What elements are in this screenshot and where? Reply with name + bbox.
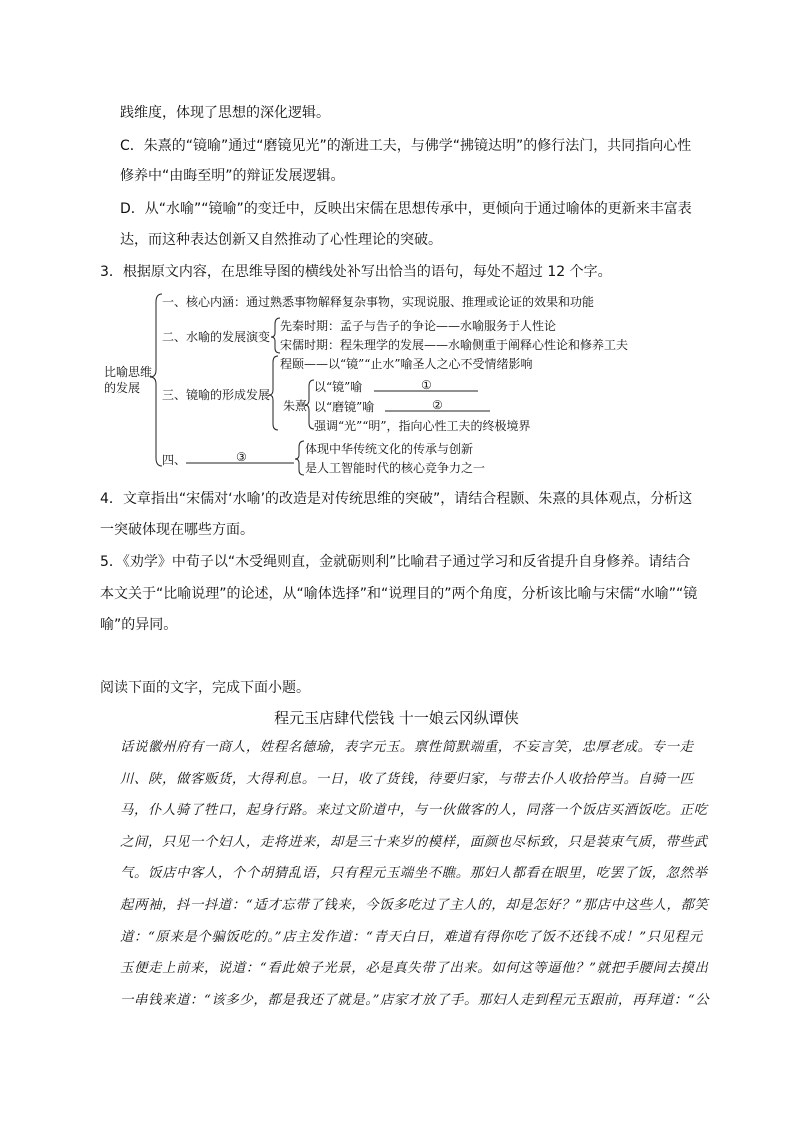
water-brace — [271, 318, 280, 353]
question-5-line3: 喻”的异同。 — [100, 617, 178, 633]
story-line: 之间，只见一个妇人，走将进来，却是三十来岁的模样，面颜也尽标致，只是装束气质，带些武 — [120, 835, 708, 850]
story-line: 玉便走上前来，说道：“看此娘子光景，必是真失带了出来。如何这等逼他？”就把手腰间去摸出 — [120, 961, 709, 976]
branch-2: 二、水喻的发展演变 — [162, 330, 271, 344]
branch-3: 三、镜喻的形成发展 — [162, 388, 271, 402]
zhu-item-2: 以“磨镜”喻 — [314, 400, 375, 414]
story-line: 话说徽州府有一商人，姓程名德瑜，表字元玉。禀性简默端重，不妄言笑，忠厚老成。专一走 — [120, 740, 694, 755]
branch-4-item-1: 体现中华传统文化的传承与创新 — [305, 442, 474, 456]
story-title: 程元玉店肆代偿钱 十一娘云冈纵谭侠 — [274, 709, 519, 727]
question-5-line2: 本文关于“比喻说理”的论述，从“喻体选择”和“说理目的”两个角度，分析该比喻与宋儒“水喻”“镜 — [100, 586, 698, 602]
story-line: 川、陕，做客贩货，大得利息。一日，收了货钱，待要归家，与带去仆人收拾停当。自骑一匹 — [120, 772, 694, 787]
story-line: 一串钱来道：“该多少，都是我还了就是。”店家才放了手。那妇人走到程元玉跟前，再拜道：“公 — [120, 993, 710, 1008]
option-d-line2: 达，而这种表达创新又自然推动了心性理论的突破。 — [120, 232, 442, 248]
branch-2-pre-qin: 先秦时期：孟子与告子的争论——水喻服务于人性论 — [280, 319, 557, 333]
zhu-item-1: 以“镜”喻 — [314, 380, 363, 394]
zhu-item-3: 强调“光”“明”，指向心性工夫的终极境界 — [314, 419, 531, 433]
question-3-stem: 3．根据原文内容，在思维导图的横线处补写出恰当的语句，每处不超过 12 个字。 — [100, 264, 612, 280]
question-4-line2: 一突破体现在哪些方面。 — [100, 522, 254, 538]
branch-3-zhu-xi: 朱熹 — [283, 399, 308, 413]
mind-map-root-line1: 比喻思维 — [104, 365, 153, 379]
mind-map-root-line2: 的发展 — [104, 381, 141, 395]
branch-4: 四、 — [162, 453, 187, 467]
mirror-brace — [269, 356, 278, 430]
branch-2-song: 宋儒时期：程朱理学的发展——水喻侧重于阐释心性论和修养工夫 — [280, 338, 629, 352]
blank-1-marker: ① — [421, 378, 432, 392]
option-d-line1: D．从“水喻”“镜喻”的变迁中，反映出宋儒在思想传承中，更倾向于通过喻体的更新来丰富表 — [120, 201, 692, 217]
story-line: 起两袖，抖一抖道：“适才忘带了钱来，今饭多吃过了主人的，却是怎好？”那店中这些人，都笑 — [120, 898, 709, 913]
blank-2-marker: ② — [432, 398, 443, 412]
option-c-line1: C．朱熹的“镜喻”通过“磨镜见光”的渐进工夫，与佛学“拂镜达明”的修行法门，共同指向心性 — [120, 138, 692, 154]
story-line: 道：“原来是个骗饭吃的。”店主发作道：“青天白日，难道有得你吃了饭不还钱不成！”只见程元 — [120, 930, 703, 945]
reading-instruction: 阅读下面的文字，完成下面小题。 — [100, 680, 310, 696]
option-c-line2: 修养中“由晦至明”的辩证发展逻辑。 — [120, 168, 345, 184]
option-b-tail: 践维度，体现了思想的深化逻辑。 — [120, 105, 330, 121]
question-4-line1: 4．文章指出“宋儒对‘水喻’的改造是对传统思维的突破”，请结合程颢、朱熹的具体观点，分析这 — [100, 491, 693, 507]
question-5-line1: 5．《劝学》中荀子以“木受绳则直，金就砺则利”比喻君子通过学习和反省提升自身修养。请结合 — [100, 554, 691, 570]
branch-4-item-2: 是人工智能时代的核心竞争力之一 — [305, 461, 486, 475]
story-line: 马，仆人骑了牲口，起身行路。来过文阶道中，与一伙做客的人，同落一个饭店买酒饭吃。正吃 — [120, 803, 708, 818]
blank-3-marker: ③ — [236, 450, 247, 464]
story-line: 气。饭店中客人，个个胡猜乱语，只有程元玉端坐不瞧。那妇人都看在眼里，吃罢了饭，忽然举 — [120, 866, 708, 881]
main-brace — [150, 294, 162, 466]
fourth-brace — [295, 441, 304, 475]
branch-3-cheng-yi: 程颐——以“镜”“止水”喻圣人之心不受情绪影响 — [280, 357, 533, 371]
branch-1: 一、核心内涵：通过熟悉事物解释复杂事物，实现说服、推理或论证的效果和功能 — [162, 295, 595, 309]
